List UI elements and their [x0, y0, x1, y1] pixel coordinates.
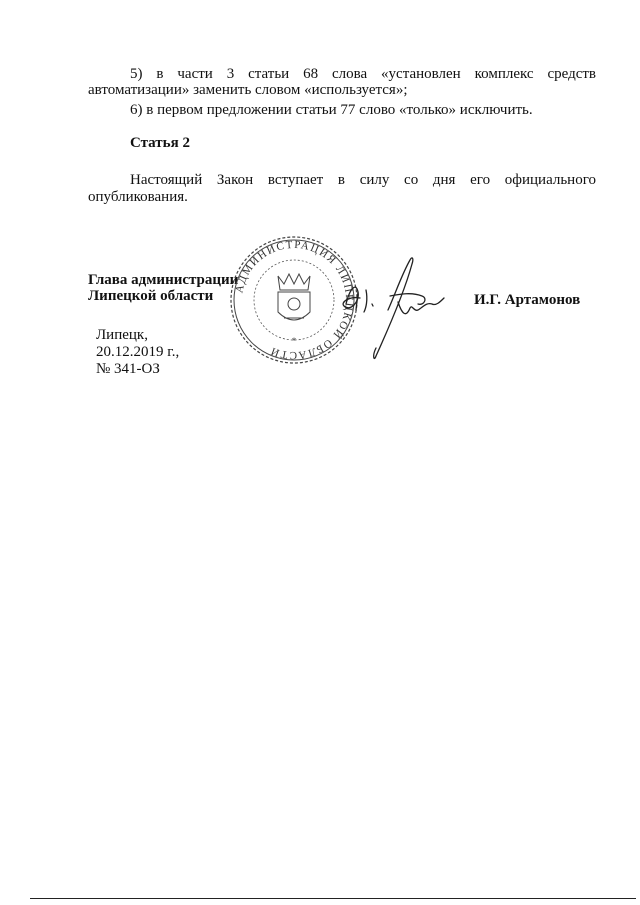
svg-text:*: * [291, 336, 297, 346]
article-2-text-line-1: Настоящий Закон вступает в силу со дня его официального [130, 172, 596, 188]
handwritten-signature [336, 252, 452, 364]
law-number: № 341-ОЗ [96, 361, 160, 377]
coat-of-arms-icon [278, 274, 310, 320]
seal-outer-text: АДМИНИСТРАЦИЯ ЛИПЕЦКОЙ ОБЛАСТИ [233, 238, 356, 362]
bottom-page-rule [30, 898, 636, 899]
document-date: 20.12.2019 г., [96, 344, 180, 360]
amendment-item-6: 6) в первом предложении статьи 77 слово «только» исключить. [130, 102, 533, 118]
amendment-item-5-line-2: автоматизации» заменить словом «используется»; [88, 82, 408, 98]
signatory-title-line-2: Липецкой области [88, 288, 214, 304]
article-2-text-line-2: опубликования. [88, 189, 188, 205]
article-2-heading: Статья 2 [130, 135, 190, 151]
amendment-item-5-line-1: 5) в части 3 статьи 68 слова «установлен комплекс средств [130, 66, 596, 82]
location-city: Липецк, [96, 327, 148, 343]
signatory-name: И.Г. Артамонов [474, 292, 581, 308]
signatory-title-line-1: Глава администрации [88, 272, 239, 288]
